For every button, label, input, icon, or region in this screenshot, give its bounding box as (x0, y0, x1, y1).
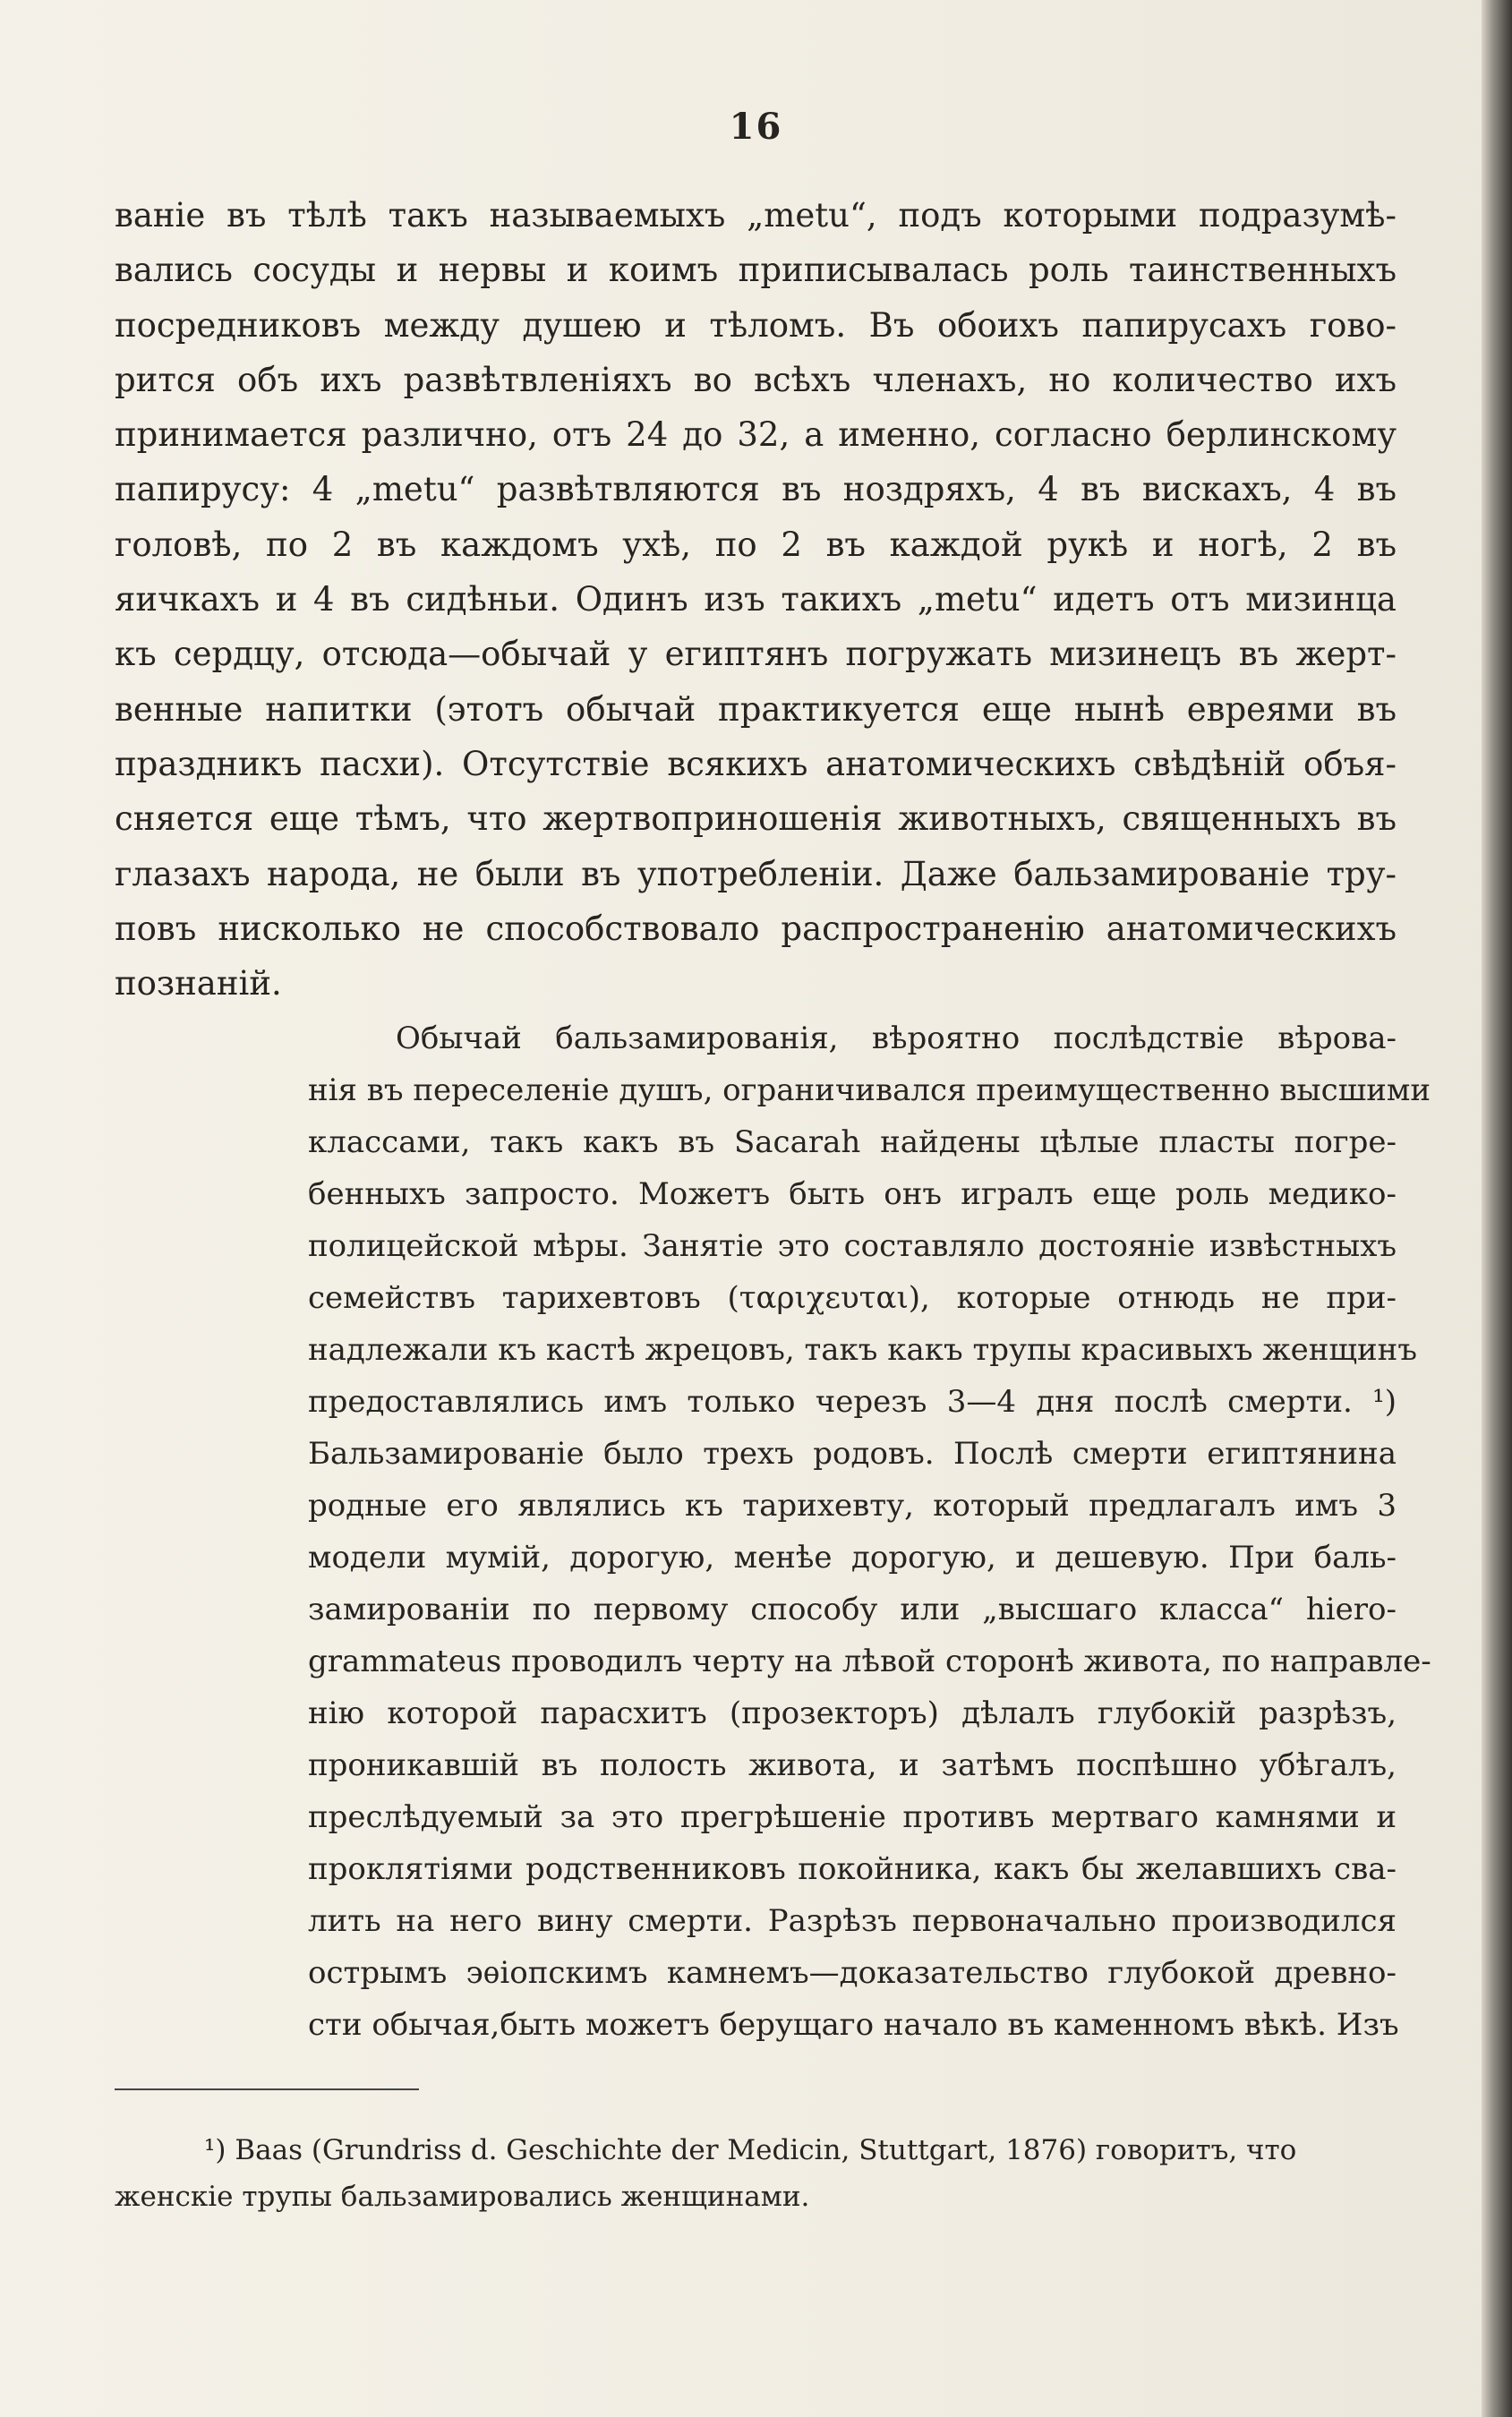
text-line: принимается различно, отъ 24 до 32, а именно, согласно берлинскому (115, 415, 1397, 455)
text-line: надлежали къ кастѣ жрецовъ, такъ какъ трупы красивыхъ женщинъ (308, 1332, 1417, 1368)
text-line: лить на него вину смерти. Разрѣзъ первоначально производился (308, 1903, 1397, 1939)
footnote (115, 2127, 1397, 2220)
footnote-divider (115, 2088, 419, 2090)
text-line: grammateus проводилъ черту на лѣвой сторонѣ живота, по направле- (308, 1644, 1431, 1679)
text-line: вались сосуды и нервы и коимъ приписывалась роль таинственныхъ (115, 251, 1397, 290)
text-line: ваніе въ тѣлѣ такъ называемыхъ „metu“, подъ которыми подразумѣ- (115, 196, 1397, 235)
binding-edge (1482, 0, 1512, 2417)
text-line: сняется еще тѣмъ, что жертвоприношенія животныхъ, священныхъ въ (115, 799, 1397, 839)
text-line: къ сердцу, отсюда—обычай у египтянъ погружать мизинецъ въ жерт- (115, 635, 1397, 674)
text-line: яичкахъ и 4 въ сидѣньи. Одинъ изъ такихъ „metu“ идетъ отъ мизинца (115, 580, 1397, 619)
text-line: сти обычая,быть можетъ берущаго начало въ каменномъ вѣкѣ. Изъ (308, 2007, 1399, 2043)
main-paragraph (115, 188, 1397, 1011)
text-line: семействъ тарихевтовъ (ταριχευται), которые отнюдь не при- (308, 1280, 1397, 1316)
text-line: проникавшій въ полость живота, и затѣмъ поспѣшно убѣгалъ, (308, 1747, 1397, 1783)
text-line: острымъ эѳіопскимъ камнемъ—доказательство глубокой древно- (308, 1955, 1397, 1991)
text-line: полицейской мѣры. Занятіе это составляло достояніе извѣстныхъ (308, 1228, 1397, 1264)
text-line: рится объ ихъ развѣтвленіяхъ во всѣхъ членахъ, но количество ихъ (115, 360, 1397, 399)
text-line: глазахъ народа, не были въ употребленіи. Даже бальзамированіе тру- (115, 854, 1397, 893)
text-line: повъ нисколько не способствовало распространенію анатомическихъ (115, 909, 1397, 948)
text-line: Обычай бальзамированія, вѣроятно послѣдствіе вѣрова- (396, 1021, 1397, 1056)
text-line: преслѣдуемый за это прегрѣшеніе противъ мертваго камнями и (308, 1799, 1397, 1835)
text-line: венные напитки (этотъ обычай практикуется еще нынѣ евреями въ (115, 689, 1397, 729)
small-print-paragraph (308, 1012, 1431, 2051)
page-number: 16 (729, 106, 783, 148)
text-line: родные его являлись къ тарихевту, который предлагалъ имъ 3 (308, 1488, 1397, 1524)
footnote-line: ¹) Baas (Grundriss d. Geschichte der Medicin, Stuttgart, 1876) говоритъ, что (204, 2134, 1297, 2166)
text-line: Бальзамированіе было трехъ родовъ. Послѣ смерти египтянина (308, 1436, 1397, 1472)
text-line: предоставлялись имъ только черезъ 3—4 дня послѣ смерти. ¹) (308, 1384, 1397, 1420)
text-line: проклятіями родственниковъ покойника, какъ бы желавшихъ сва- (308, 1851, 1397, 1887)
text-line: модели мумій, дорогую, менѣе дорогую, и дешевую. При баль- (308, 1540, 1397, 1576)
text-line: классами, такъ какъ въ Sacarah найдены цѣлые пласты погре- (308, 1124, 1397, 1160)
text-line: праздникъ пасхи). Отсутствіе всякихъ анатомическихъ свѣдѣній объя- (115, 744, 1397, 783)
text-line: папирусу: 4 „metu“ развѣтвляются въ ноздряхъ, 4 въ вискахъ, 4 въ (115, 470, 1397, 509)
text-line: нію которой парасхитъ (прозекторъ) дѣлалъ глубокій разрѣзъ, (308, 1695, 1397, 1731)
text-line: нія въ переселеніе душъ, ограничивался преимущественно высшими (308, 1072, 1431, 1108)
text-line: посредниковъ между душею и тѣломъ. Въ обоихъ папирусахъ гово- (115, 305, 1397, 345)
text-line: бенныхъ запросто. Можетъ быть онъ игралъ еще роль медико- (308, 1176, 1397, 1212)
footnote-line: женскіе трупы бальзамировались женщинами. (115, 2181, 810, 2213)
text-line: познаній. (115, 964, 282, 1004)
text-line: замированіи по первому способу или „высшаго класса“ hiero- (308, 1592, 1397, 1627)
text-line: головѣ, по 2 въ каждомъ ухѣ, по 2 въ каждой рукѣ и ногѣ, 2 въ (115, 525, 1397, 564)
